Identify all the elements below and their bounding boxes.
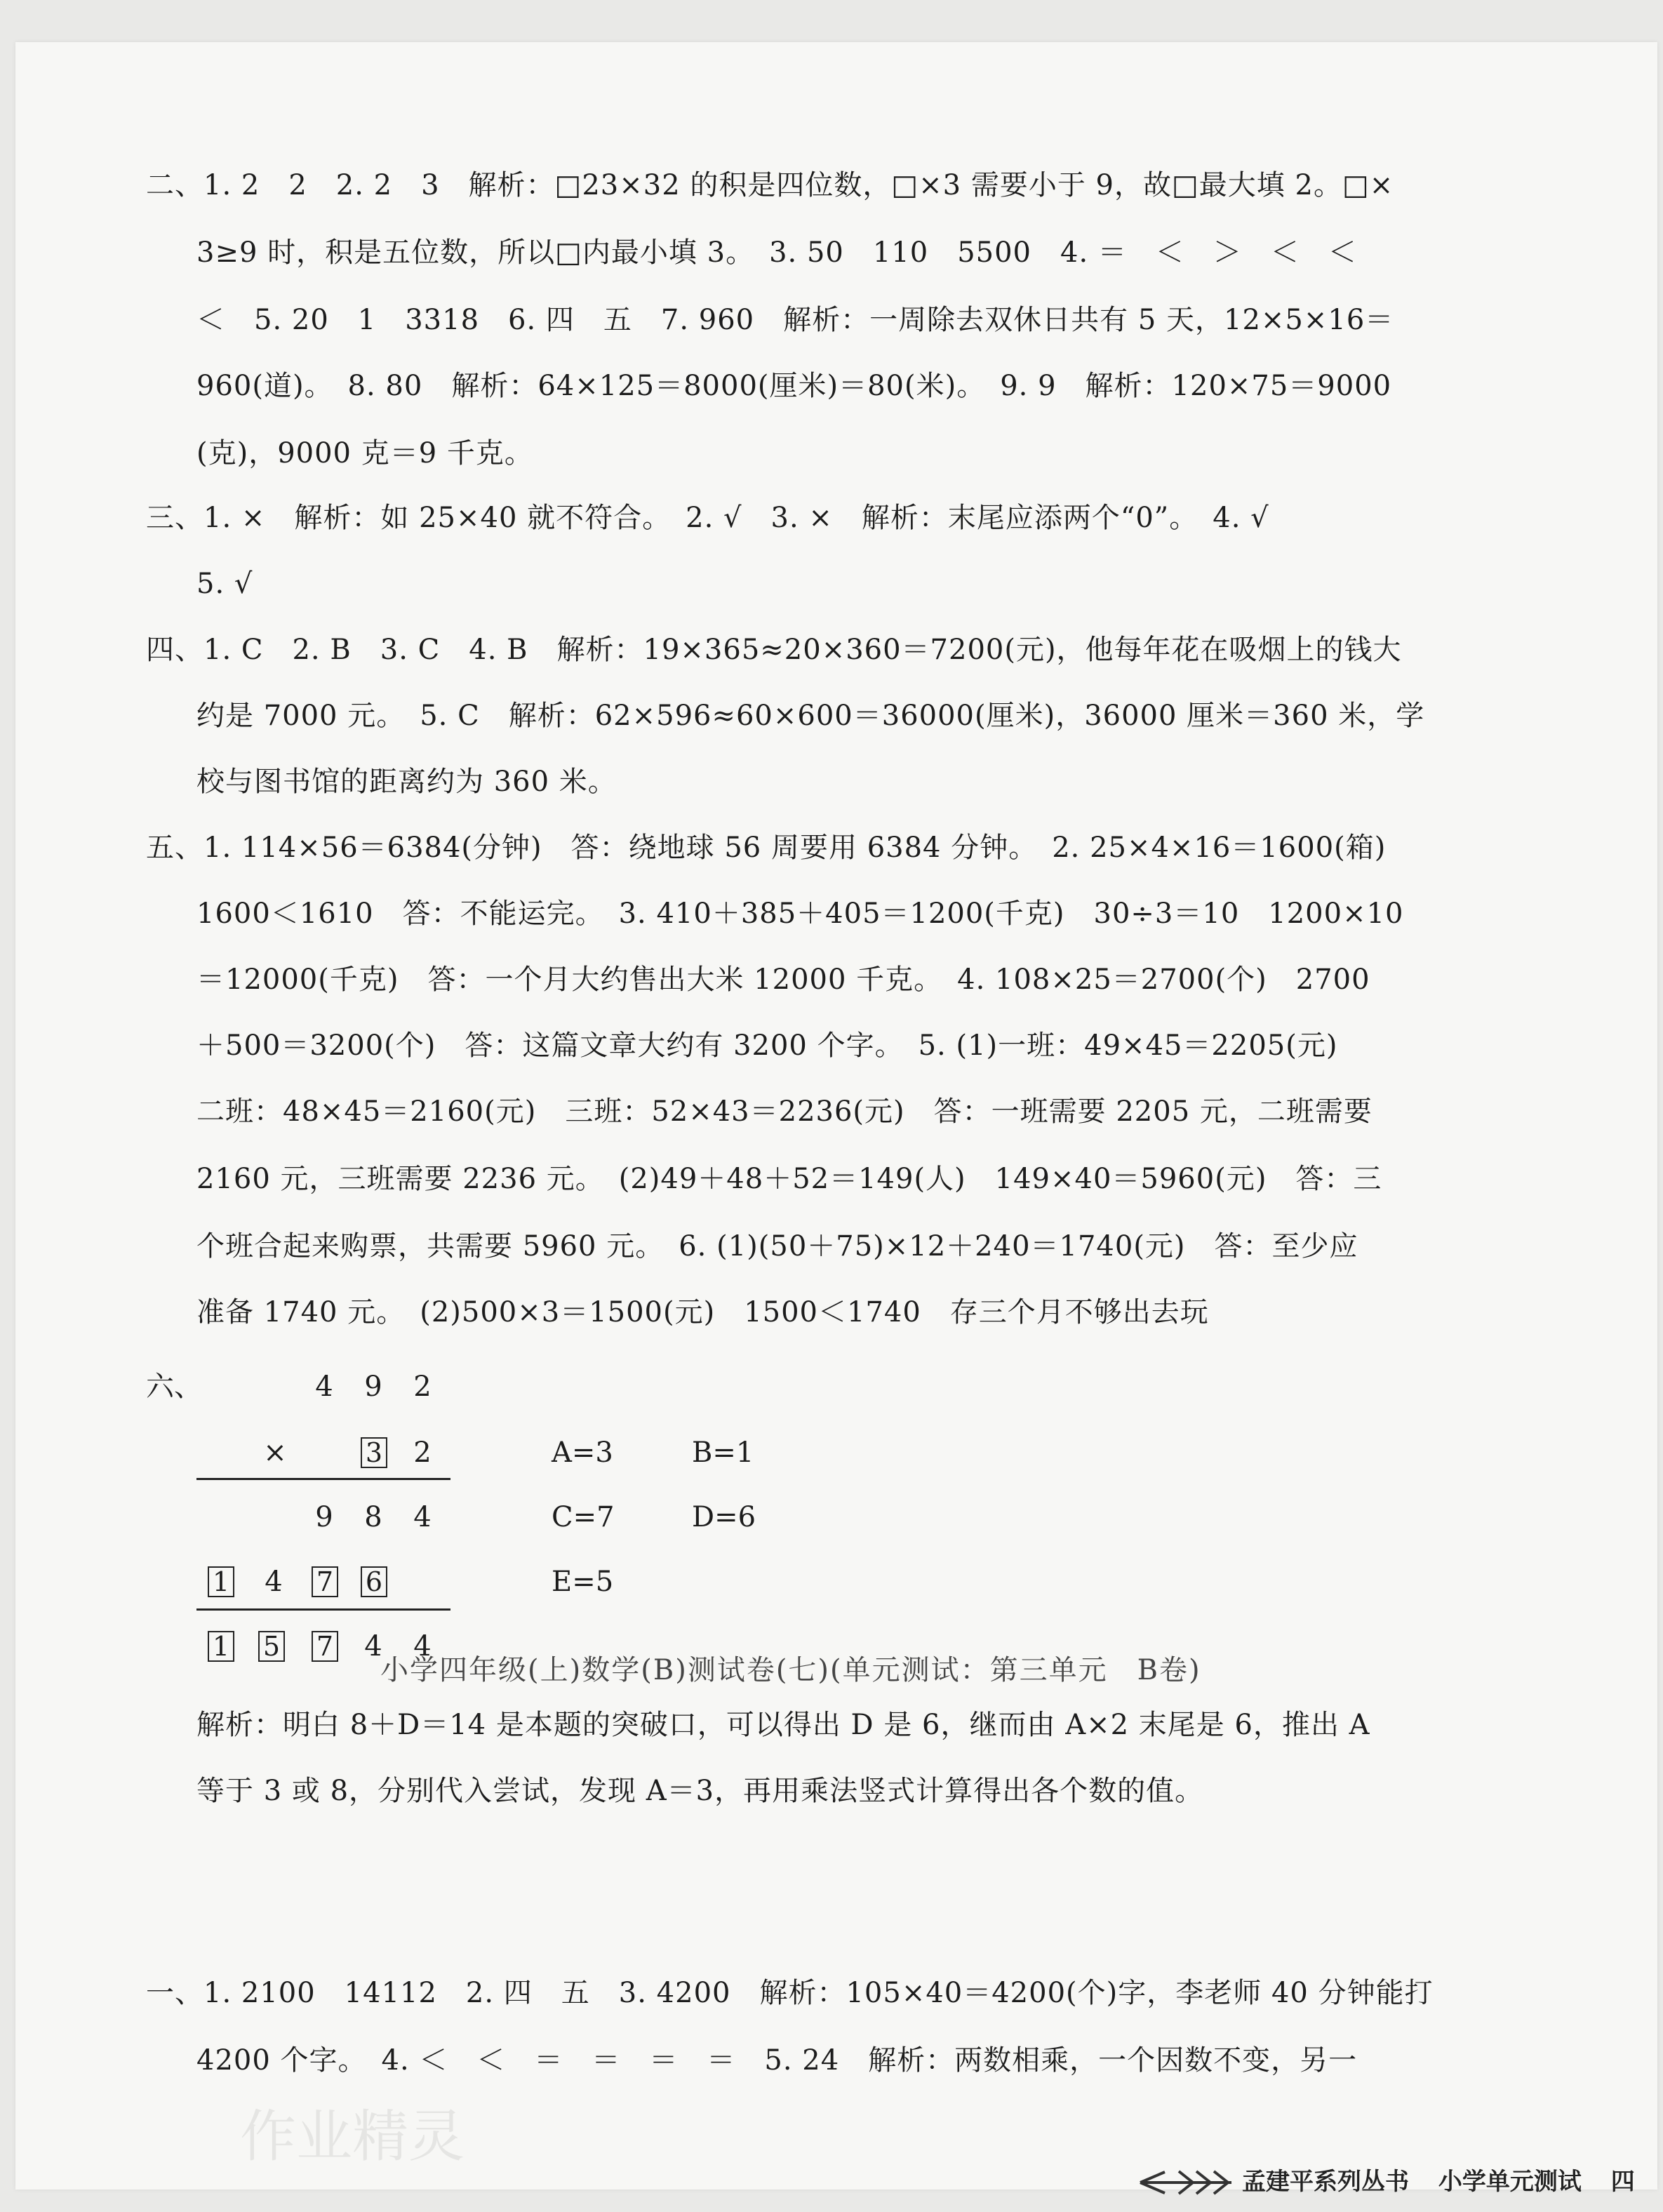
multiplication-rule-1 <box>196 1478 450 1480</box>
section-2-line-3: ＜ 5. 20 1 3318 6. 四 五 7. 960 解析：一周除去双休日共有 5 天，12×5×16＝ <box>196 304 1394 336</box>
section-2-line-5: (克)，9000 克＝9 千克。 <box>196 437 533 469</box>
digit: 4 <box>413 1630 432 1663</box>
times-sign: × <box>263 1437 287 1469</box>
boxed-digit: 6 <box>361 1566 387 1597</box>
section-5-line-5: 二班：48×45＝2160(元) 三班：52×43＝2236(元) 答：一班需要 2205 元，二班需要 <box>196 1095 1373 1128</box>
next-line-2: 4200 个字。 4. ＜ ＜ ＝ ＝ ＝ ＝ 5. 24 解析：两数相乘，一个因数不变，另一 <box>196 2044 1358 2077</box>
next-line-1: 一、1. 2100 14112 2. 四 五 3. 4200 解析：105×40＝4200(个)字，李老师 40 分钟能打 <box>146 1977 1434 2009</box>
answer-e: E=5 <box>552 1566 614 1598</box>
digit: 4 <box>364 1630 382 1663</box>
section-2-line-1: 二、1. 2 2 2. 2 3 解析：□23×32 的积是四位数，□×3 需要小于 9，故□最大填 2。□× <box>146 169 1394 201</box>
arrow-decoration-icon <box>1137 2161 1235 2204</box>
section-6-analysis-2: 等于 3 或 8，分别代入尝试，发现 A＝3，再用乘法竖式计算得出各个数的值。 <box>196 1775 1204 1807</box>
footer-book: 小学单元测试 <box>1438 2168 1582 2196</box>
section-4-line-1: 四、1. C 2. B 3. C 4. B 解析：19×365≈20×360＝7200(元)，他每年花在吸烟上的钱大 <box>146 634 1402 666</box>
boxed-digit: 3 <box>361 1437 387 1468</box>
footer-label <box>1242 2164 1635 2199</box>
digit: 2 <box>413 1371 432 1403</box>
section-6-analysis-1: 解析：明白 8＋D＝14 是本题的突破口，可以得出 D 是 6，继而由 A×2 末尾是 6，推出 A <box>196 1709 1370 1741</box>
next-test-title: 小学四年级(上)数学(B)测试卷(七)(单元测试：第三单元 B卷) <box>380 1654 1201 1686</box>
section-2-line-2: 3≥9 时，积是五位数，所以□内最小填 3。 3. 50 110 5500 4. ＝ ＜ ＞ ＜ ＜ <box>196 236 1357 269</box>
multiplication-rule-2 <box>196 1608 450 1611</box>
section-5-line-8: 准备 1740 元。 (2)500×3＝1500(元) 1500＜1740 存三个月不够出去玩 <box>196 1296 1209 1328</box>
answer-d: D=6 <box>692 1501 756 1533</box>
digit: 2 <box>413 1437 432 1469</box>
section-5-line-6: 2160 元，三班需要 2236 元。 (2)49＋48＋52＝149(人) 149×40＝5960(元) 答：三 <box>196 1163 1382 1195</box>
answer-a: A=3 <box>552 1437 613 1469</box>
answer-b: B=1 <box>692 1437 754 1469</box>
digit: 4 <box>413 1501 432 1533</box>
boxed-digit: 7 <box>312 1566 338 1597</box>
answer-c: C=7 <box>552 1501 615 1533</box>
section-5-line-7: 个班合起来购票，共需要 5960 元。 6. (1)(50＋75)×12＋240＝1740(元) 答：至少应 <box>196 1230 1358 1262</box>
footer-grade: 四 <box>1610 2168 1635 2196</box>
section-6-label: 六、 <box>146 1371 202 1403</box>
section-3-line-1: 三、1. × 解析：如 25×40 就不符合。 2. √ 3. × 解析：末尾应添两个“0”。 4. √ <box>146 502 1269 534</box>
section-5-line-4: ＋500＝3200(个) 答：这篇文章大约有 3200 个字。 5. (1)一班：49×45＝2205(元) <box>196 1030 1338 1062</box>
digit: 9 <box>315 1501 333 1533</box>
section-4-line-2: 约是 7000 元。 5. C 解析：62×596≈60×600＝36000(厘米)，36000 厘米＝360 米，学 <box>196 700 1425 732</box>
section-5-line-2: 1600＜1610 答：不能运完。 3. 410＋385＋405＝1200(千克) 30÷3＝10 1200×10 <box>196 898 1404 930</box>
section-4-line-3: 校与图书馆的距离约为 360 米。 <box>196 766 617 798</box>
boxed-digit: 5 <box>258 1631 285 1662</box>
digit: 8 <box>364 1501 382 1533</box>
section-5-line-1: 五、1. 114×56＝6384(分钟) 答：绕地球 56 周要用 6384 分钟。 2. 25×4×16＝1600(箱) <box>146 832 1387 864</box>
boxed-digit: 7 <box>312 1631 338 1662</box>
boxed-digit: 1 <box>208 1566 234 1597</box>
digit: 4 <box>265 1566 283 1598</box>
digit: 4 <box>315 1371 333 1403</box>
watermark: 作业精灵 <box>240 2104 465 2169</box>
page-footer <box>1137 2161 1663 2204</box>
digit: 9 <box>364 1371 382 1403</box>
boxed-digit: 1 <box>208 1631 234 1662</box>
section-2-line-4: 960(道)。 8. 80 解析：64×125＝8000(厘米)＝80(米)。 9. 9 解析：120×75＝9000 <box>196 370 1392 402</box>
answer-page <box>15 42 1657 2190</box>
footer-series: 孟建平系列丛书 <box>1242 2168 1409 2196</box>
section-5-line-3: ＝12000(千克) 答：一个月大约售出大米 12000 千克。 4. 108×25＝2700(个) 2700 <box>196 964 1370 996</box>
section-3-line-2: 5. √ <box>196 568 253 600</box>
